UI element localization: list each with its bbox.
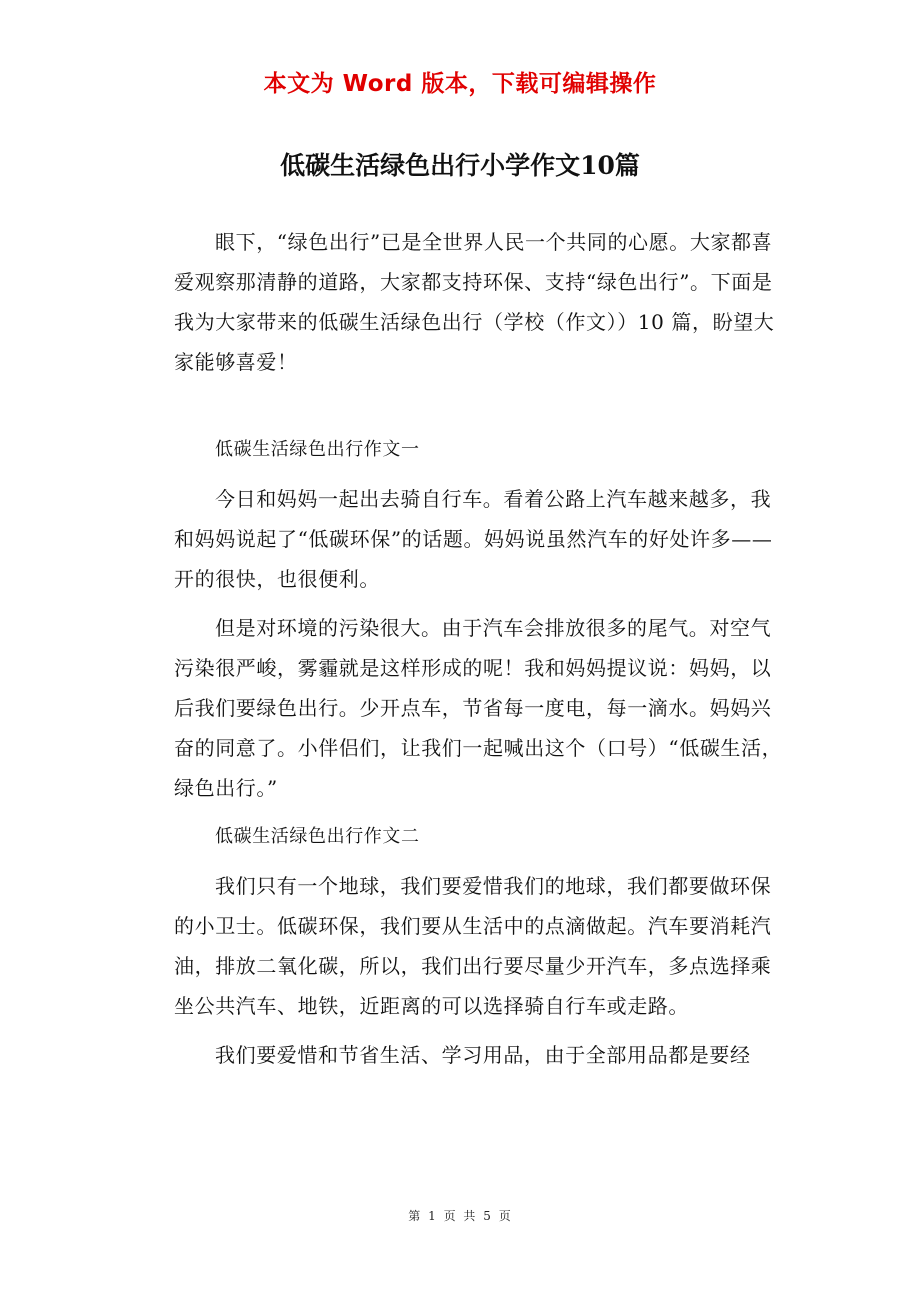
total-pages-number: 5	[483, 1209, 492, 1223]
body-paragraph: 我们要爱惜和节省生活、学习用品，由于全部用品都是要经	[215, 1043, 751, 1067]
page-label: 第	[408, 1209, 422, 1223]
total-label: 共	[463, 1209, 477, 1223]
body-paragraph: 今日和妈妈一起出去骑自行车。看着公路上汽车越来越多，我和妈妈说起了“低碳环保”的话题。妈妈说虽然汽车的好处许多——开的很快，也很便利。	[174, 487, 773, 591]
total-unit: 页	[498, 1209, 512, 1223]
current-page-number: 1	[428, 1209, 437, 1223]
intro-paragraph: 眼下，“绿色出行”已是全世界人民一个共同的心愿。大家都喜爱观察那清静的道路，大家都支持环保、支持“绿色出行”。下面是我为大家带来的低碳生活绿色出行（学校（作文））10 篇，盼望大家能够喜爱！	[174, 230, 775, 374]
document-body	[174, 222, 784, 1075]
section-heading-2: 低碳生活绿色出行作文二	[215, 826, 420, 847]
body-paragraph: 但是对环境的污染很大。由于汽车会排放很多的尾气。对空气污染很严峻，雾霾就是这样形成的呢！我和妈妈提议说：妈妈，以后我们要绿色出行。少开点车，节省每一度电，每一滴水。妈妈兴奋的同意了。小伴侣们，让我们一起喊出这个（口号）“低碳生活，绿色出行。”	[174, 616, 783, 800]
document-title: 低碳生活绿色出行小学作文10篇	[280, 151, 640, 180]
word-version-banner: 本文为 Word 版本，下载可编辑操作	[263, 71, 657, 97]
page-footer	[0, 1208, 920, 1224]
section-heading-1: 低碳生活绿色出行作文一	[215, 439, 420, 460]
page-unit: 页	[443, 1209, 457, 1223]
body-paragraph: 我们只有一个地球，我们要爱惜我们的地球，我们都要做环保的小卫士。低碳环保，我们要从生活中的点滴做起。汽车要消耗汽油，排放二氧化碳，所以，我们出行要尽量少开汽车，多点选择乘坐公共汽车、地铁，近距离的可以选择骑自行车或走路。	[174, 874, 772, 1018]
